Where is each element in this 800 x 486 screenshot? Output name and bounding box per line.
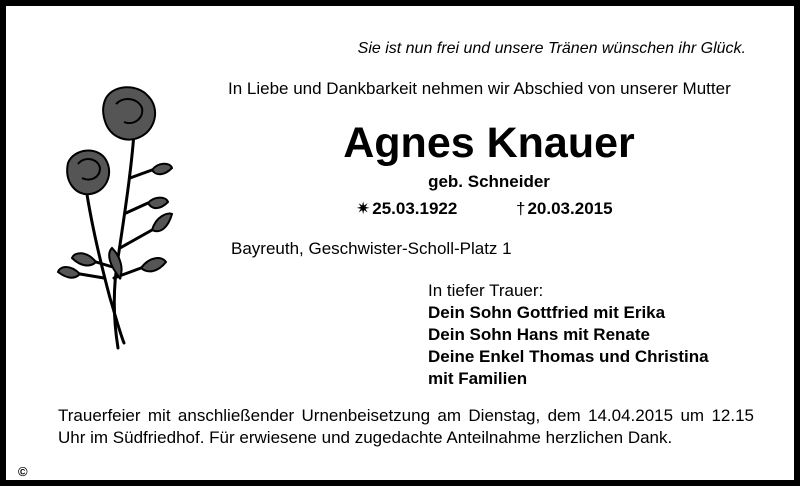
mourner-line: mit Familien (428, 369, 528, 388)
address: Bayreuth, Geschwister-Scholl-Platz 1 (231, 239, 512, 258)
death-cross-icon: † (516, 199, 526, 218)
copyright-mark: © (18, 464, 28, 479)
birth-date-line (356, 199, 457, 219)
birth-date: 25.03.1922 (372, 199, 458, 218)
mourners-lead: In tiefer Trauer: (428, 281, 544, 300)
birth-star-icon: ✷ (356, 199, 371, 218)
deceased-name: Agnes Knauer (343, 119, 635, 167)
mourners-block (428, 280, 709, 390)
death-date-line (516, 199, 613, 219)
maiden-name: geb. Schneider (428, 172, 550, 191)
mourner-line: Dein Sohn Hans mit Renate (428, 325, 650, 344)
mourner-line: Dein Sohn Gottfried mit Erika (428, 303, 666, 322)
mourner-line: Deine Enkel Thomas und Christina (428, 347, 709, 366)
motto: Sie ist nun frei und unsere Tränen wünschen ihr Glück. (357, 40, 746, 57)
death-date: 20.03.2015 (527, 199, 613, 218)
ceremony-text: Trauerfeier mit anschließender Urnenbeisetzung am Dienstag, dem 14.04.2015 um 12.15 Uhr im Südfriedhof. Für erwiesene und zugedachte Anteilnahme herzlichen Dank. (58, 406, 754, 447)
intro-text: In Liebe und Dankbarkeit nehmen wir Abschied von unserer Mutter (228, 79, 731, 98)
